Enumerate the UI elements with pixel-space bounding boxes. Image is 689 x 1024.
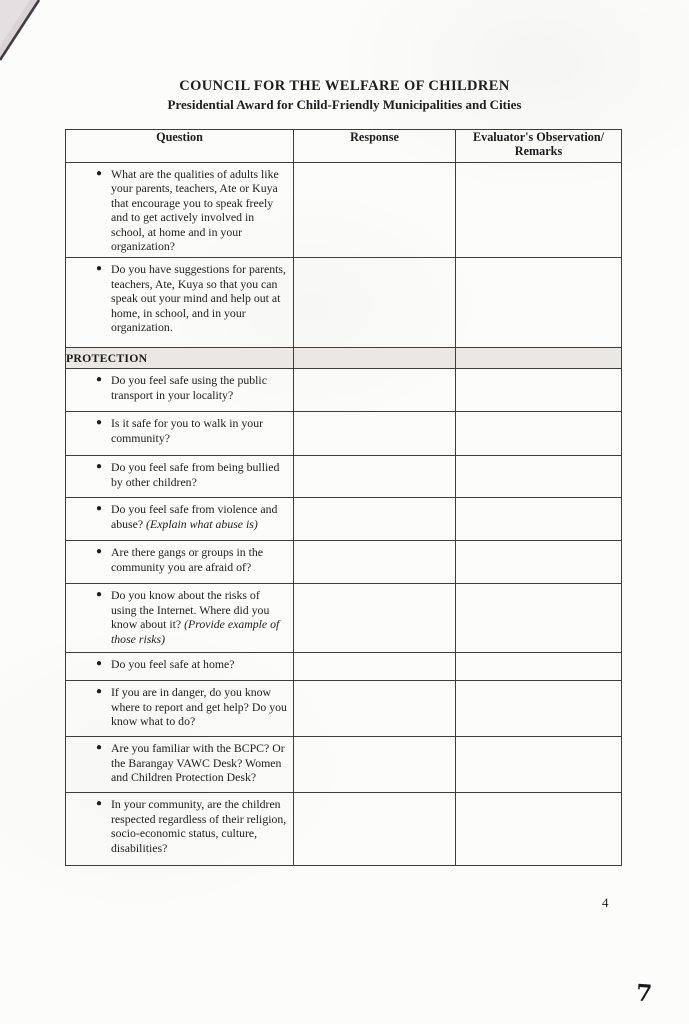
column-header-response: Response — [294, 130, 456, 163]
response-cell — [294, 369, 456, 412]
bullet-icon: ● — [96, 686, 103, 698]
question-text: Are there gangs or groups in the community you are afraid of? — [111, 545, 264, 574]
table-header-row — [66, 130, 622, 163]
question-row — [66, 737, 622, 793]
question-row — [66, 584, 622, 653]
remarks-cell — [456, 584, 622, 653]
response-cell — [294, 348, 456, 369]
question-cell — [66, 541, 294, 584]
question-row — [66, 681, 622, 737]
remarks-cell — [456, 456, 622, 498]
bullet-icon: ● — [96, 798, 103, 810]
question-text-italic: (Provide example of those risks) — [111, 617, 280, 646]
question-text: Do you feel safe from violence and abuse? (Explain what abuse is) — [111, 502, 278, 531]
question-row — [66, 369, 622, 412]
question-row — [66, 412, 622, 456]
question-cell — [66, 412, 294, 456]
response-cell — [294, 258, 456, 348]
question-row — [66, 541, 622, 584]
section-label: PROTECTION — [66, 348, 294, 369]
remarks-cell — [456, 653, 622, 681]
response-cell — [294, 737, 456, 793]
question-text: If you are in danger, do you know where to report and get help? Do you know what to do? — [111, 685, 287, 729]
question-cell — [66, 258, 294, 348]
response-cell — [294, 793, 456, 866]
question-cell — [66, 163, 294, 258]
question-cell — [66, 737, 294, 793]
question-text: Is it safe for you to walk in your community? — [111, 416, 264, 445]
document-header — [0, 0, 689, 113]
question-text: Do you feel safe using the public transport in your locality? — [111, 373, 267, 402]
question-text: Are you familiar with the BCPC? Or the Barangay VAWC Desk? Women and Children Protection Desk? — [111, 741, 285, 785]
remarks-cell — [456, 498, 622, 541]
response-cell — [294, 412, 456, 456]
question-cell — [66, 653, 294, 681]
response-cell — [294, 681, 456, 737]
remarks-cell — [456, 737, 622, 793]
bullet-icon: ● — [96, 503, 103, 515]
question-cell — [66, 681, 294, 737]
remarks-cell — [456, 163, 622, 258]
remarks-cell — [456, 258, 622, 348]
remarks-cell — [456, 681, 622, 737]
question-cell — [66, 584, 294, 653]
question-text: In your community, are the children respected regardless of their religion, socio-economic status, culture, disabilities? — [111, 797, 287, 855]
question-cell — [66, 793, 294, 866]
question-cell — [66, 498, 294, 541]
question-row — [66, 258, 622, 348]
bullet-icon: ● — [96, 168, 103, 179]
question-text: What are the qualities of adults like your parents, teachers, Ate or Kuya that encourage you to speak freely and to get actively involved in school, at home and in your organization? — [111, 167, 279, 253]
remarks-cell — [456, 541, 622, 584]
section-row — [66, 348, 622, 369]
questionnaire-table — [65, 129, 622, 866]
bullet-icon: ● — [96, 546, 103, 558]
question-text-italic: (Explain what abuse is) — [143, 516, 258, 531]
question-cell — [66, 456, 294, 498]
question-text: Do you know about the risks of using the Internet. Where did you know about it? (Provide example of those risks) — [111, 588, 280, 646]
page-number: 4 — [602, 895, 609, 910]
bullet-icon: ● — [96, 589, 103, 601]
question-text: Do you feel safe at home? — [111, 657, 235, 672]
document-subtitle: Presidential Award for Child-Friendly Municipalities and Cities — [167, 97, 522, 112]
response-cell — [294, 498, 456, 541]
handwritten-page-mark: 7 — [635, 979, 653, 1008]
page-corner-fold — [0, 0, 46, 68]
bullet-icon: ● — [96, 742, 103, 754]
bullet-icon: ● — [96, 374, 103, 386]
bullet-icon: ● — [96, 417, 103, 429]
remarks-cell — [456, 348, 622, 369]
remarks-cell — [456, 793, 622, 866]
document-title: COUNCIL FOR THE WELFARE OF CHILDREN — [179, 78, 510, 94]
corner-fold-graphic — [0, 0, 46, 68]
response-cell — [294, 653, 456, 681]
response-cell — [294, 456, 456, 498]
question-row — [66, 456, 622, 498]
question-row — [66, 793, 622, 866]
bullet-icon: ● — [96, 658, 103, 670]
question-cell — [66, 369, 294, 412]
response-cell — [294, 584, 456, 653]
column-header-question: Question — [66, 130, 294, 163]
question-row — [66, 163, 622, 258]
question-text: Do you have suggestions for parents, teachers, Ate, Kuya so that you can speak out your mind and help out at home, in school, and in your organization. — [111, 262, 286, 334]
response-cell — [294, 541, 456, 584]
bullet-icon: ● — [96, 263, 103, 275]
bullet-icon: ● — [96, 461, 103, 473]
column-header-evaluator-remarks: Evaluator's Observation/ Remarks — [456, 130, 622, 163]
question-text: Do you feel safe from being bullied by other children? — [111, 460, 280, 489]
question-row — [66, 498, 622, 541]
question-row — [66, 653, 622, 681]
remarks-cell — [456, 412, 622, 456]
remarks-cell — [456, 369, 622, 412]
response-cell — [294, 163, 456, 258]
